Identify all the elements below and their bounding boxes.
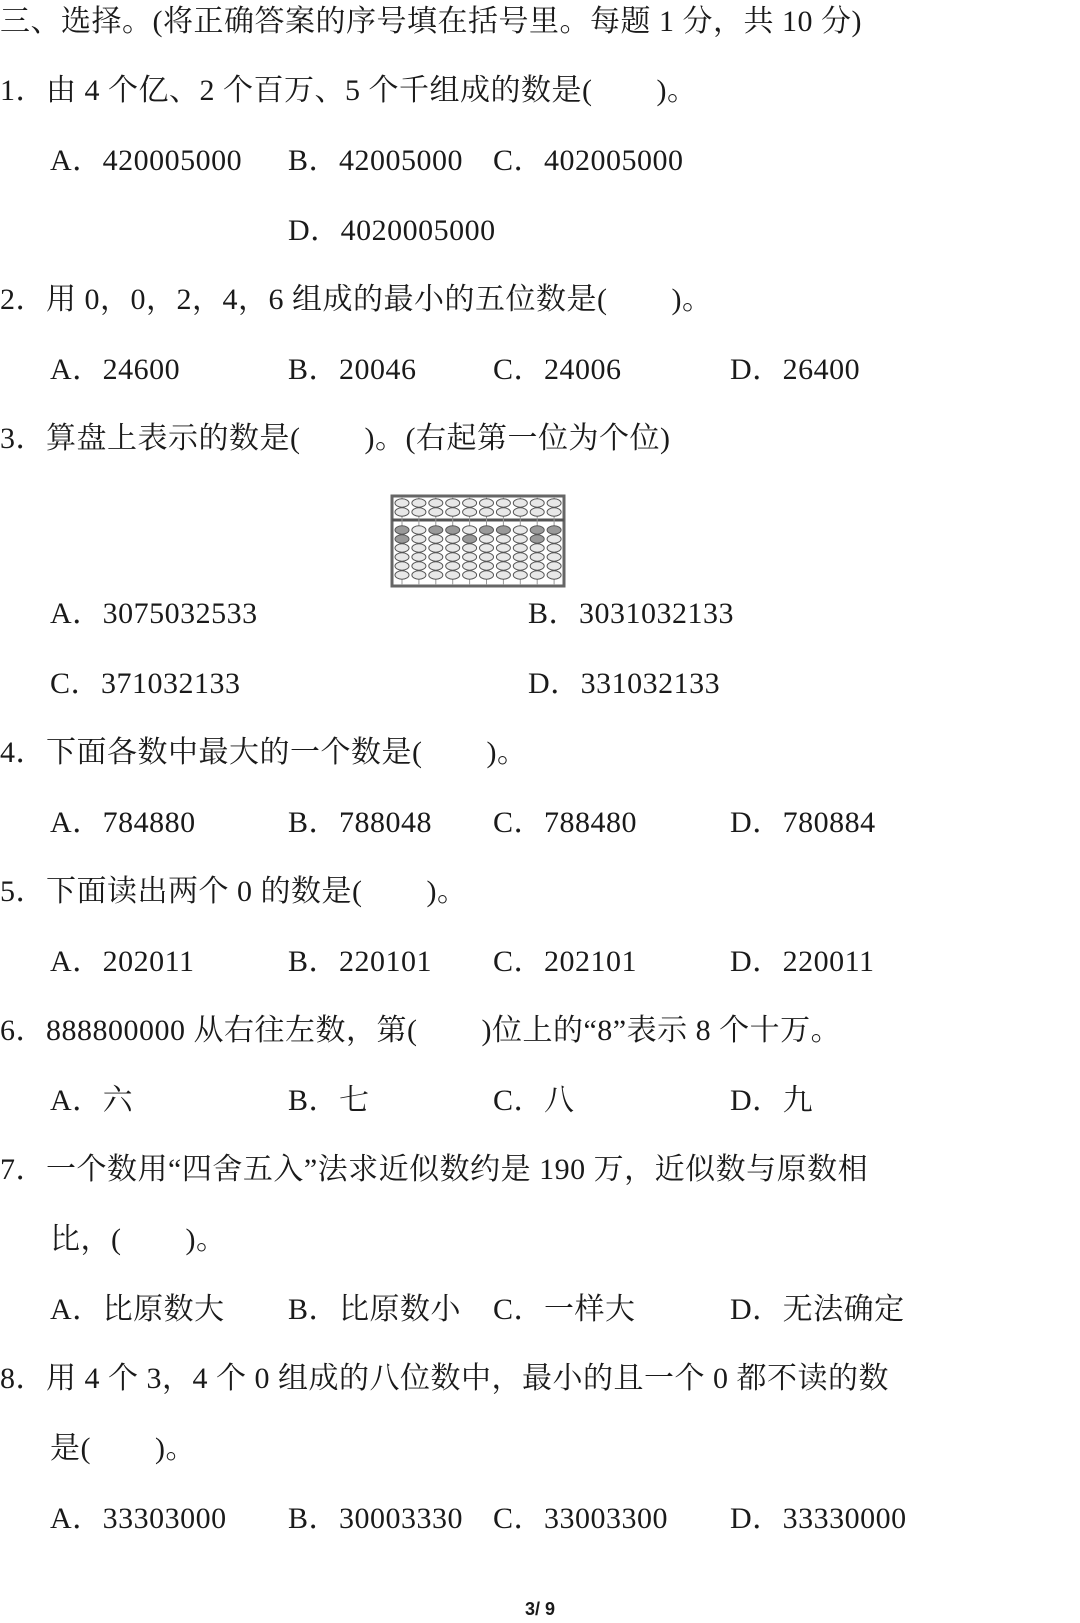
abacus-bead [496, 535, 510, 543]
question-3-option-d: D．331032133 [528, 667, 721, 700]
question-3-option-c: C．371032133 [50, 667, 241, 700]
abacus-bead [530, 535, 544, 543]
question-6-option-d: D．九 [730, 1084, 814, 1117]
abacus-bead [463, 544, 477, 552]
abacus-bead [446, 553, 460, 561]
abacus-bead [547, 499, 561, 507]
question-3-text: 3．算盘上表示的数是( )。(右起第一位为个位) [0, 422, 671, 455]
question-7-text-cont: 比，( )。 [50, 1223, 227, 1256]
abacus-bead [429, 553, 443, 561]
question-8-option-a: A．33303000 [50, 1502, 227, 1535]
question-8-option-c: C．33003300 [493, 1502, 669, 1535]
abacus-bead [530, 544, 544, 552]
abacus-bead [496, 526, 510, 534]
question-6-option-c: C．八 [493, 1084, 575, 1117]
abacus-bead [513, 508, 527, 516]
abacus-image [390, 494, 566, 588]
abacus-bead [496, 562, 510, 570]
abacus-bead [446, 571, 460, 579]
abacus-bead [429, 508, 443, 516]
question-1-option-a: A．420005000 [50, 144, 243, 177]
abacus-bead [395, 571, 409, 579]
abacus-bead [513, 526, 527, 534]
abacus-bead [547, 526, 561, 534]
abacus-bead [463, 535, 477, 543]
question-7-text: 7．一个数用“四舍五入”法求近似数约是 190 万，近似数与原数相 [0, 1153, 869, 1186]
abacus-bead [395, 535, 409, 543]
question-8-option-d: D．33330000 [730, 1502, 907, 1535]
question-8-text-cont: 是( )。 [50, 1432, 196, 1465]
abacus-bead [429, 562, 443, 570]
question-6-option-a: A．六 [50, 1084, 134, 1117]
abacus-bead [412, 499, 426, 507]
question-5-option-b: B．220101 [288, 945, 433, 978]
question-2-option-c: C．24006 [493, 353, 622, 386]
question-5-text: 5．下面读出两个 0 的数是( )。 [0, 875, 468, 908]
abacus-bead [412, 535, 426, 543]
abacus-bead [480, 499, 494, 507]
abacus-bead [395, 526, 409, 534]
abacus-bead [530, 526, 544, 534]
abacus-bead [496, 508, 510, 516]
abacus-bead [395, 562, 409, 570]
abacus-bead [429, 535, 443, 543]
abacus-bead [446, 526, 460, 534]
abacus-bead [395, 544, 409, 552]
abacus-bead [530, 571, 544, 579]
abacus-bead [480, 535, 494, 543]
abacus-bead [446, 508, 460, 516]
abacus-bead [395, 499, 409, 507]
question-6-text: 6．888800000 从右往左数，第( )位上的“8”表示 8 个十万。 [0, 1014, 842, 1047]
abacus-bead [463, 553, 477, 561]
question-1-option-d: D．4020005000 [288, 214, 496, 247]
question-1-option-c: C．402005000 [493, 144, 684, 177]
abacus-bead [480, 571, 494, 579]
abacus-bead [446, 499, 460, 507]
section-title: 三、选择。(将正确答案的序号填在括号里。每题 1 分，共 10 分) [0, 5, 862, 38]
abacus-bead [463, 571, 477, 579]
abacus-bead [412, 526, 426, 534]
abacus-bead [463, 499, 477, 507]
abacus-bead [496, 499, 510, 507]
abacus-bead [429, 499, 443, 507]
abacus-bead [530, 499, 544, 507]
question-6-option-b: B．七 [288, 1084, 370, 1117]
abacus-bead [480, 562, 494, 570]
question-2-option-a: A．24600 [50, 353, 181, 386]
abacus-bead [530, 562, 544, 570]
question-4-option-a: A．784880 [50, 806, 196, 839]
question-4-option-d: D．780884 [730, 806, 876, 839]
question-8-text: 8．用 4 个 3，4 个 0 组成的八位数中，最小的且一个 0 都不读的数 [0, 1362, 889, 1395]
abacus-bead [513, 562, 527, 570]
abacus-bead [412, 508, 426, 516]
question-2-option-b: B．20046 [288, 353, 417, 386]
abacus-bead [513, 544, 527, 552]
question-5-option-a: A．202011 [50, 945, 195, 978]
abacus-bead [513, 571, 527, 579]
abacus-bead [547, 508, 561, 516]
abacus-bead [547, 544, 561, 552]
abacus-bead [480, 526, 494, 534]
abacus-bead [463, 508, 477, 516]
question-7-option-a: A．比原数大 [50, 1293, 225, 1326]
abacus-bead [395, 508, 409, 516]
abacus-bead [446, 562, 460, 570]
abacus-bead [412, 562, 426, 570]
abacus-bead [480, 508, 494, 516]
abacus-bead [446, 544, 460, 552]
abacus-bead [463, 562, 477, 570]
abacus-bead [480, 553, 494, 561]
question-7-option-c: C．一样大 [493, 1293, 636, 1326]
abacus-bead [480, 544, 494, 552]
abacus-bead [513, 553, 527, 561]
abacus-bead [412, 544, 426, 552]
question-4-option-c: C．788480 [493, 806, 638, 839]
abacus-bead [429, 571, 443, 579]
abacus-bead [547, 553, 561, 561]
question-1-option-b: B．42005000 [288, 144, 464, 177]
question-4-text: 4．下面各数中最大的一个数是( )。 [0, 736, 528, 769]
abacus-bead [496, 571, 510, 579]
abacus-bead [547, 571, 561, 579]
abacus-bead [513, 499, 527, 507]
abacus-bead [547, 535, 561, 543]
question-4-option-b: B．788048 [288, 806, 433, 839]
abacus-bead [496, 544, 510, 552]
abacus-bead [429, 544, 443, 552]
question-8-option-b: B．30003330 [288, 1502, 464, 1535]
abacus-bead [463, 526, 477, 534]
abacus-bead [530, 553, 544, 561]
abacus-bead [513, 535, 527, 543]
abacus-bead [412, 571, 426, 579]
abacus-bead [446, 535, 460, 543]
question-2-text: 2．用 0，0，2，4，6 组成的最小的五位数是( )。 [0, 283, 713, 316]
question-2-option-d: D．26400 [730, 353, 861, 386]
question-5-option-c: C．202101 [493, 945, 638, 978]
abacus-bead [429, 526, 443, 534]
abacus-bead [395, 553, 409, 561]
question-1-text: 1．由 4 个亿、2 个百万、5 个千组成的数是( )。 [0, 74, 698, 107]
question-7-option-b: B．比原数小 [288, 1293, 462, 1326]
abacus-bead [547, 562, 561, 570]
abacus-bead [412, 553, 426, 561]
abacus-bead [496, 553, 510, 561]
question-5-option-d: D．220011 [730, 945, 875, 978]
abacus-bead [530, 508, 544, 516]
question-7-option-d: D．无法确定 [730, 1293, 905, 1326]
question-3-option-a: A．3075032533 [50, 597, 258, 630]
page-number: 3/ 9 [524, 1599, 556, 1619]
question-3-option-b: B．3031032133 [528, 597, 735, 630]
